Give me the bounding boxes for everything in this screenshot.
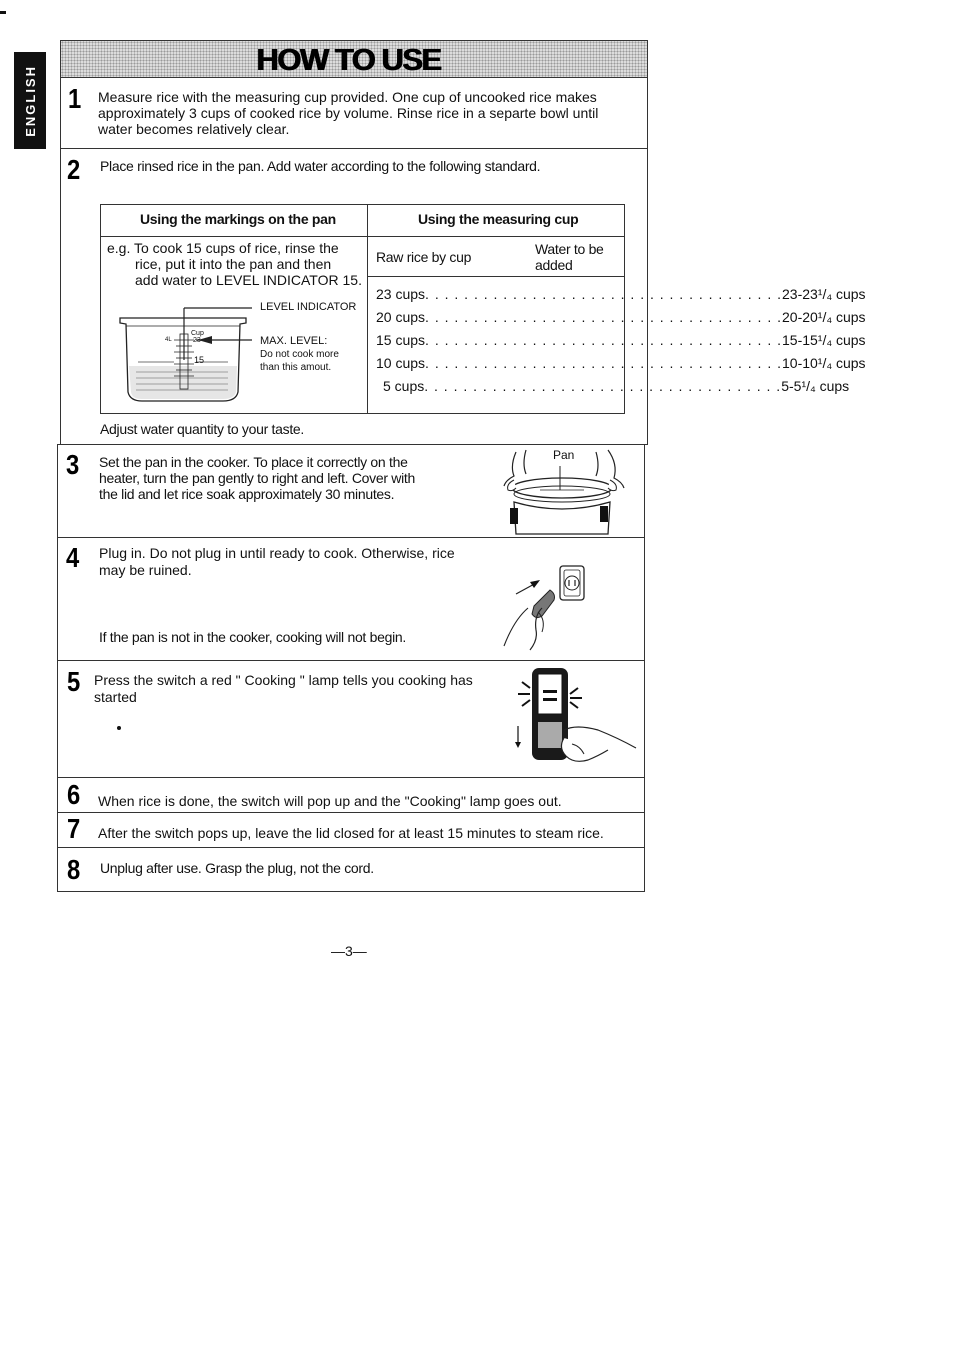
leader-dots: . . . . . . . . . . . . . . . . . . . . . . . . . . . . . . . . . . . . . (425, 332, 782, 348)
leader-dots: . . . . . . . . . . . . . . . . . . . . . . . . . . . . . . . . . . . . . (425, 309, 782, 325)
step-5-line-1: Press the switch a red " Cooking " lamp tells you cooking has (94, 672, 473, 688)
step-4-line-1: Plug in. Do not plug in until ready to cook. Otherwise, rice (99, 545, 455, 561)
column-raw-rice: Raw rice by cup (376, 249, 472, 265)
pan-scale-15: 15 (194, 355, 205, 365)
leader-dots: . . . . . . . . . . . . . . . . . . . . . . . . . . . . . . . . . . . . . (425, 286, 782, 302)
pan-label: Pan (553, 448, 575, 462)
pan-scale-4l: 4L (165, 337, 172, 343)
example-line-2: rice, put it into the pan and then (135, 256, 332, 272)
page-number: —3— (331, 943, 367, 959)
water-value: 5-5¹/₄ cups (781, 378, 850, 394)
adjust-water-note: Adjust water quantity to your taste. (100, 421, 304, 437)
divider (57, 847, 645, 848)
leader-dots: . . . . . . . . . . . . . . . . . . . . . . . . . . . . . . . . . . . . . (425, 355, 782, 371)
raw-rice-value: 20 cups (376, 309, 426, 325)
column-water-line-1: Water to be (535, 241, 604, 257)
step-3-number: 3 (66, 449, 80, 480)
raw-rice-value: 10 cups (376, 355, 426, 371)
language-tab (14, 52, 46, 149)
step-4-number: 4 (66, 542, 80, 573)
step-2-text: Place rinsed rice in the pan. Add water according to the following standard. (100, 158, 541, 174)
step-3-line-2: heater, turn the pan gently to right and left. Cover with (99, 470, 415, 486)
language-tab-label: ENGLISH (22, 64, 38, 137)
table-row (376, 355, 866, 373)
max-level-note-2: than this amout. (260, 362, 332, 373)
step-1-number: 1 (68, 83, 82, 114)
divider (57, 812, 645, 813)
step-6-number: 6 (67, 779, 81, 810)
step-1-line-3: water becomes relatively clear. (98, 121, 290, 137)
step-5-line-2: started (94, 689, 137, 705)
example-line-3: add water to LEVEL INDICATOR 15. (135, 272, 362, 288)
level-indicator-label: LEVEL INDICATOR (260, 301, 357, 313)
table-row (376, 332, 866, 350)
step-1-line-1: Measure rice with the measuring cup provided. One cup of uncooked rice makes (98, 89, 597, 105)
raw-rice-value: 23 cups (376, 286, 426, 302)
water-value: 10-10¹/₄ cups (782, 355, 866, 371)
step-5-number: 5 (67, 666, 81, 697)
step-4-line-2: may be ruined. (99, 562, 192, 578)
step-3-line-1: Set the pan in the cooker. To place it correctly on the (99, 454, 408, 470)
divider (60, 148, 648, 149)
water-value: 20-20¹/₄ cups (782, 309, 866, 325)
step-3-line-3: the lid and let rice soak approximately 30 minutes. (99, 486, 395, 502)
pan-scale-23: 23 (193, 337, 201, 344)
pan-scale-cup: Cup (191, 330, 204, 337)
table-row (376, 309, 866, 327)
page-title: HOW TO USE (256, 42, 441, 77)
step-1-line-2: approximately 3 cups of cooked rice by volume. Rinse rice in a separte bowl until (98, 105, 599, 121)
column-water-line-2: added (535, 257, 573, 273)
step-7-number: 7 (67, 813, 81, 844)
step-7-text: After the switch pops up, leave the lid closed for at least 15 minutes to steam rice. (98, 825, 604, 841)
pan-markings-illustration (118, 300, 258, 405)
water-value: 15-15¹/₄ cups (782, 332, 866, 348)
cooking-switch-illustration (508, 664, 640, 774)
corner-mark (0, 11, 6, 14)
step-2-number: 2 (67, 154, 81, 185)
divider (57, 660, 645, 661)
leader-dots: . . . . . . . . . . . . . . . . . . . . . . . . . . . . . . . . . . . . . (424, 378, 782, 394)
table-row (376, 286, 866, 304)
pan-in-cooker-illustration (500, 446, 630, 536)
max-level-label: MAX. LEVEL: (260, 335, 328, 347)
table-subheader-divider (367, 276, 625, 277)
divider (57, 537, 645, 538)
divider (57, 777, 645, 778)
raw-rice-value: 5 cups (383, 378, 425, 394)
max-level-note-1: Do not cook more (260, 349, 339, 360)
step-4-note: If the pan is not in the cooker, cooking will not begin. (99, 629, 406, 645)
step-8-text: Unplug after use. Grasp the plug, not the cord. (100, 860, 374, 876)
bullet-dot (117, 726, 121, 730)
step-8-number: 8 (67, 854, 81, 885)
divider (57, 891, 645, 892)
table-header-divider (100, 236, 625, 237)
example-line-1: e.g. To cook 15 cups of rice, rinse the (107, 240, 339, 256)
plug-in-illustration (494, 560, 594, 654)
raw-rice-value: 15 cups (376, 332, 426, 348)
step-6-text: When rice is done, the switch will pop up and the "Cooking" lamp goes out. (98, 793, 562, 809)
table-row (383, 378, 850, 396)
water-value: 23-23¹/₄ cups (782, 286, 866, 302)
table-header-measuring-cup: Using the measuring cup (418, 211, 579, 227)
table-header-pan-markings: Using the markings on the pan (140, 211, 336, 227)
divider (57, 444, 647, 445)
